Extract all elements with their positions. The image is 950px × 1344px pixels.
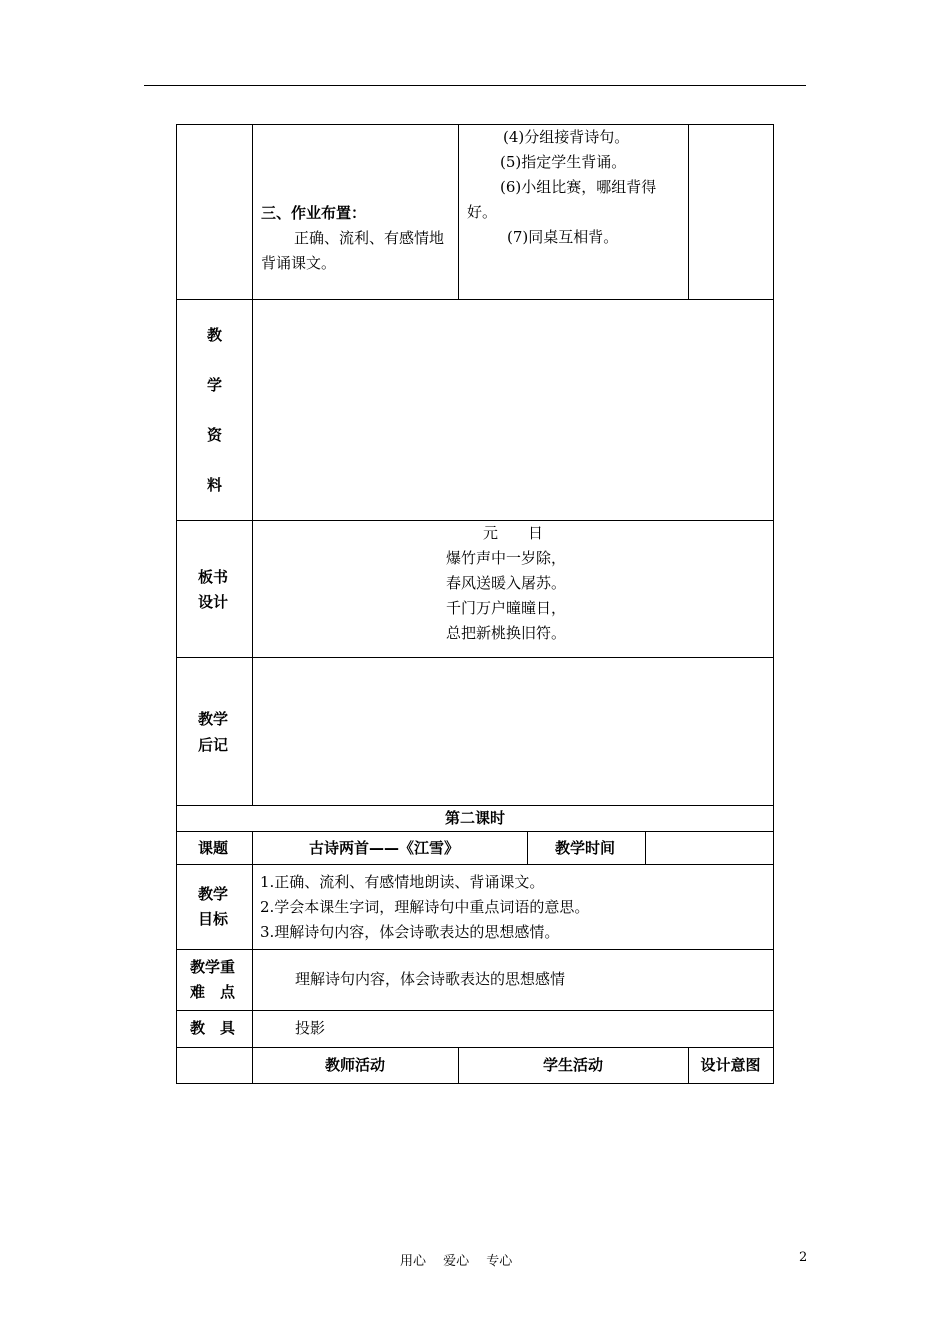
key-label-1: 教学重 bbox=[190, 958, 236, 976]
col-student-header: 学生活动 bbox=[542, 1056, 603, 1074]
student-item-7: (7)同桌互相背。 bbox=[507, 228, 619, 246]
materials-label-char: 资 bbox=[207, 426, 223, 444]
poem-line: 爆竹声中一岁除， bbox=[446, 549, 567, 567]
materials-label-char: 料 bbox=[207, 476, 223, 494]
row-border bbox=[176, 124, 774, 125]
homework-heading: 三、作业布置： bbox=[261, 204, 367, 222]
goal-item: 3.理解诗句内容，体会诗歌表达的思想感情。 bbox=[260, 923, 560, 941]
row-border bbox=[176, 520, 774, 521]
materials-label-char: 学 bbox=[207, 376, 223, 394]
student-item-6-cont: 好。 bbox=[467, 203, 498, 221]
goals-label-2: 目标 bbox=[198, 910, 229, 928]
notes-label-1: 教学 bbox=[198, 710, 229, 728]
student-item-6: (6)小组比赛，哪组背得 bbox=[500, 178, 657, 196]
col-intent-header: 设计意图 bbox=[700, 1056, 761, 1074]
row-border bbox=[176, 864, 774, 865]
row-border bbox=[176, 1010, 774, 1011]
row-border bbox=[176, 657, 774, 658]
goals-label-1: 教学 bbox=[198, 885, 229, 903]
key-value: 理解诗句内容，体会诗歌表达的思想感情 bbox=[295, 970, 566, 988]
table-border-right bbox=[773, 124, 774, 1083]
time-label: 教学时间 bbox=[555, 839, 616, 857]
row-border bbox=[176, 949, 774, 950]
goal-item: 1.正确、流利、有感情地朗读、背诵课文。 bbox=[260, 873, 545, 891]
notes-label-2: 后记 bbox=[198, 736, 229, 754]
lesson2-title: 第二课时 bbox=[444, 809, 505, 827]
page-number: 2 bbox=[799, 1250, 808, 1265]
row-border bbox=[176, 805, 774, 806]
header-rule bbox=[144, 85, 806, 86]
row-border bbox=[176, 1083, 774, 1084]
poem-line: 总把新桃换旧符。 bbox=[446, 624, 567, 642]
col-divider-topic bbox=[527, 831, 528, 864]
materials-label-char: 教 bbox=[207, 326, 223, 344]
poem-title: 元 日 bbox=[483, 524, 544, 542]
col-divider-label-2 bbox=[252, 831, 253, 1083]
row-border bbox=[176, 831, 774, 832]
topic-value: 古诗两首——《江雪》 bbox=[309, 839, 460, 857]
poem-line: 千门万户曈曈日， bbox=[446, 599, 567, 617]
tools-value: 投影 bbox=[295, 1019, 326, 1037]
col-divider-student bbox=[688, 124, 689, 299]
col-teacher-header: 教师活动 bbox=[324, 1056, 385, 1074]
goal-item: 2.学会本课生字词，理解诗句中重点词语的意思。 bbox=[260, 898, 590, 916]
row-border bbox=[176, 1047, 774, 1048]
student-item-5: (5)指定学生背诵。 bbox=[500, 153, 627, 171]
key-label-2: 难 点 bbox=[190, 983, 236, 1001]
row-border bbox=[176, 299, 774, 300]
topic-label: 课题 bbox=[198, 839, 229, 857]
poem-line: 春风送暖入屠苏。 bbox=[446, 574, 567, 592]
col-divider-time bbox=[645, 831, 646, 864]
homework-text-1: 正确、流利、有感情地 bbox=[294, 229, 445, 247]
tools-label: 教 具 bbox=[190, 1019, 236, 1037]
footer-motto: 用心 爱心 专心 bbox=[400, 1254, 513, 1269]
board-label-1: 板书 bbox=[198, 568, 229, 586]
homework-text-2: 背诵课文。 bbox=[261, 254, 337, 272]
col-divider-teacher bbox=[458, 124, 459, 299]
board-label-2: 设计 bbox=[198, 593, 229, 611]
student-item-4: (4)分组接背诗句。 bbox=[503, 128, 630, 146]
table-border-left bbox=[176, 124, 177, 1083]
col-divider-label bbox=[252, 124, 253, 805]
